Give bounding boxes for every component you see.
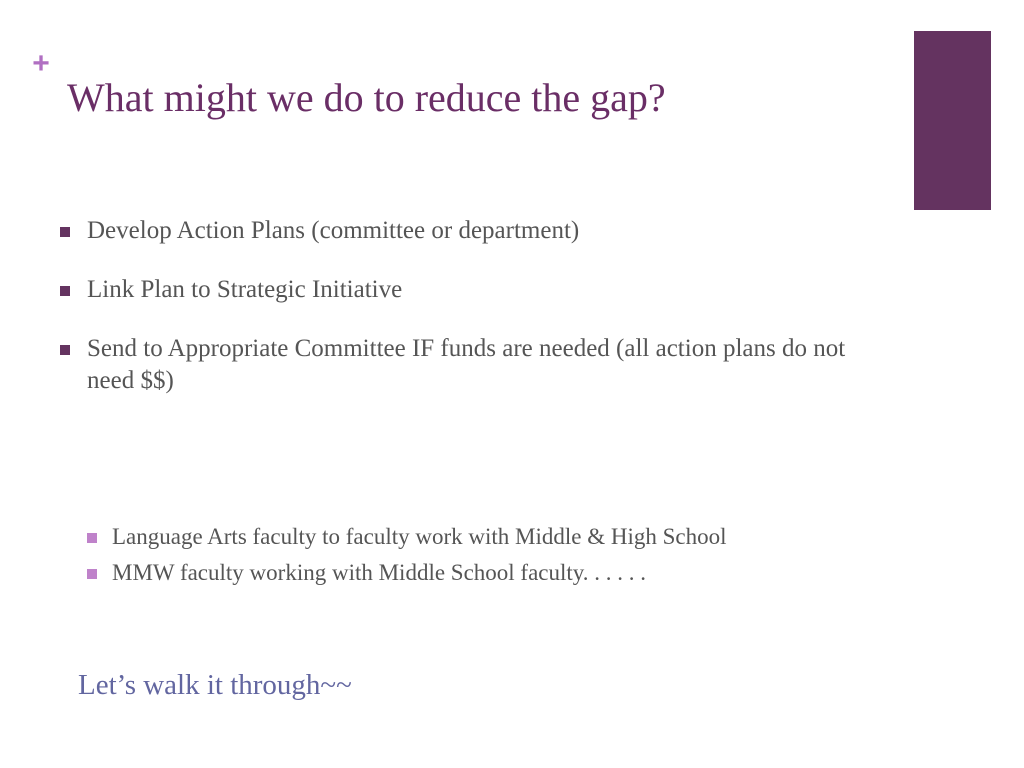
sub-bullet-text: MMW faculty working with Middle School faculty. . . . . . xyxy=(112,560,647,585)
square-bullet-icon xyxy=(87,533,97,543)
plus-icon: + xyxy=(32,47,50,80)
sub-bullet-text: Language Arts faculty to faculty work with Middle & High School xyxy=(112,524,727,549)
bullet-text: Link Plan to Strategic Initiative xyxy=(87,276,403,303)
walkthrough-text: Let’s walk it through~~ xyxy=(78,669,352,701)
square-bullet-icon xyxy=(60,345,70,355)
sub-bullet-language-arts xyxy=(87,521,907,553)
bullet-text: Send to Appropriate Committee IF funds are needed (all action plans do not need $$) xyxy=(87,335,846,394)
sub-bullet-list xyxy=(87,521,907,593)
square-bullet-icon xyxy=(60,227,70,237)
main-bullet-list xyxy=(60,215,860,397)
bullet-item-action-plans xyxy=(60,215,860,247)
square-bullet-icon xyxy=(87,569,97,579)
bullet-text: Develop Action Plans (committee or department) xyxy=(87,217,580,244)
bullet-item-send-committee xyxy=(60,333,860,397)
square-bullet-icon xyxy=(60,286,70,296)
bullet-item-link-plan xyxy=(60,274,860,306)
accent-bar xyxy=(914,31,991,210)
slide-title: What might we do to reduce the gap? xyxy=(67,75,666,120)
sub-bullet-mmw xyxy=(87,557,907,589)
